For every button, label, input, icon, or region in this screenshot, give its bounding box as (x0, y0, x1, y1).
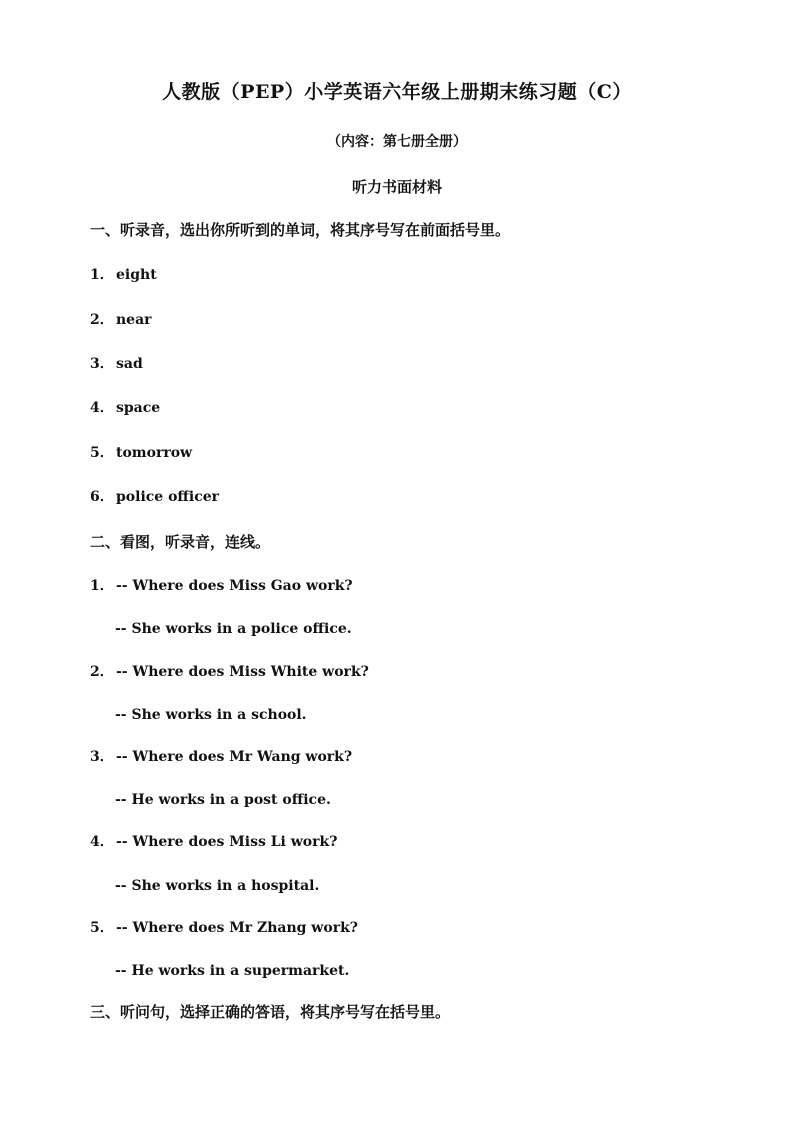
item-number: 3． (90, 356, 114, 372)
dialogue-answer: -- She works in a police office. (115, 621, 352, 637)
item-text: space (116, 400, 161, 416)
list-item (90, 310, 152, 330)
item-number: 2． (90, 664, 114, 680)
question-text: -- Where does Mr Wang work? (116, 749, 353, 765)
item-number: 3． (90, 749, 114, 765)
item-text: near (116, 312, 152, 328)
document-subtitle: （内容：第七册全册） (327, 134, 467, 150)
document-title: 人教版（PEP）小学英语六年级上册期末练习题（C） (162, 81, 632, 103)
dialogue-answer: -- She works in a school. (115, 707, 307, 723)
dialogue-question (90, 576, 353, 596)
dialogue-question (90, 747, 352, 767)
list-item (90, 398, 160, 418)
item-number: 5． (90, 920, 114, 936)
item-number: 1． (90, 267, 114, 283)
item-number: 1． (90, 578, 114, 594)
question-text: -- Where does Mr Zhang work? (116, 920, 358, 936)
item-text: eight (116, 267, 157, 283)
item-number: 4． (90, 400, 114, 416)
list-item (90, 487, 219, 507)
material-heading: 听力书面材料 (351, 178, 442, 196)
list-item (90, 265, 157, 285)
dialogue-question (90, 662, 369, 682)
dialogue-answer: -- He works in a post office. (115, 792, 331, 808)
item-number: 6． (90, 489, 114, 505)
item-number: 5． (90, 445, 114, 461)
dialogue-question (90, 918, 358, 938)
item-text: sad (116, 356, 143, 372)
question-text: -- Where does Miss Li work? (116, 834, 338, 850)
list-item (90, 354, 143, 374)
dialogue-answer: -- She works in a hospital. (115, 878, 320, 894)
item-number: 2． (90, 312, 114, 328)
section1-heading: 一、听录音，选出你所听到的单词，将其序号写在前面括号里。 (90, 221, 511, 239)
list-item (90, 443, 192, 463)
dialogue-answer: -- He works in a supermarket. (115, 963, 350, 979)
question-text: -- Where does Miss White work? (116, 664, 369, 680)
section2-heading: 二、看图，听录音，连线。 (90, 533, 271, 551)
item-text: tomorrow (116, 445, 193, 461)
item-text: police officer (116, 489, 220, 505)
dialogue-question (90, 832, 337, 852)
question-text: -- Where does Miss Gao work? (116, 578, 353, 594)
section3-heading: 三、听问句，选择正确的答语，将其序号写在括号里。 (90, 1003, 451, 1021)
item-number: 4． (90, 834, 114, 850)
